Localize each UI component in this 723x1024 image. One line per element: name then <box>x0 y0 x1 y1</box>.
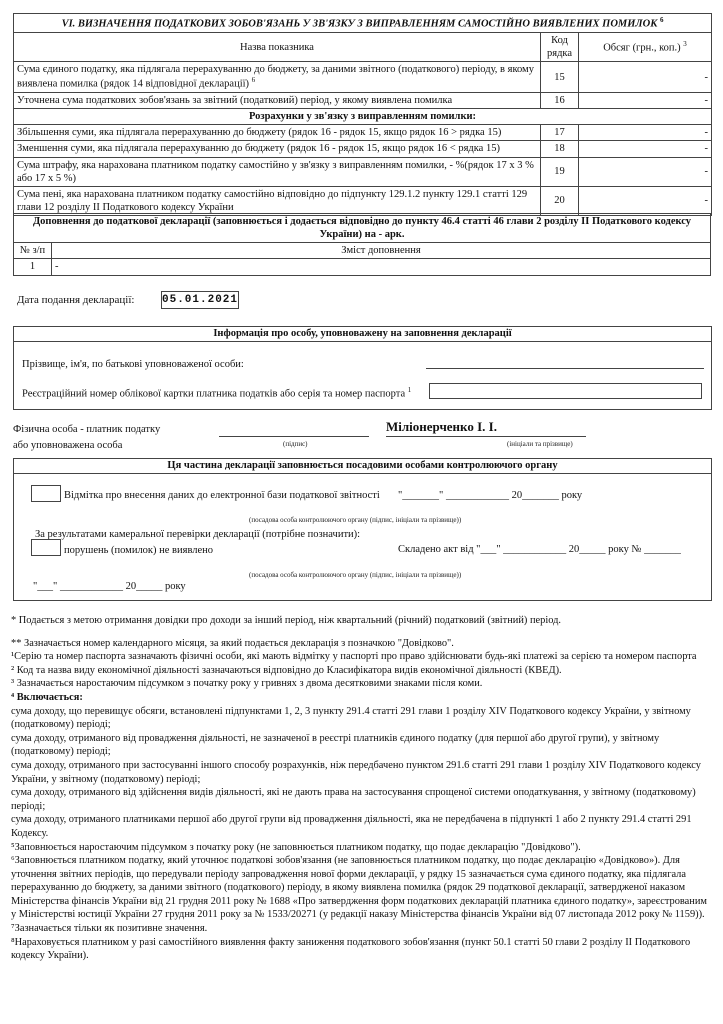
control-title: Ця частина декларації заповнюється посадовими особами контролюючого органу <box>14 459 711 474</box>
control-date: "___" ____________ 20_____ року <box>33 581 186 592</box>
footnote: сума доходу, отриманого платниками першої або другої групи від провадження діяльності, яка не передбачена в підпункті 1 або 2 пункту 291.4 статті 291 Кодексу. <box>11 814 692 839</box>
electronic-base-checkbox[interactable] <box>31 485 61 502</box>
header-amount: Обсяг (грн., коп.) $^3$ <box>579 33 712 62</box>
supplements-title: Доповнення до податкової декларації (заповнюється і додається відповідно до пункту 46.4 статті 46 глави 2 розділу II Податкового кодексу України) на - арк. <box>14 214 711 243</box>
table-row: Збільшення суми, яка підлягала перерахуванню до бюджету (рядок 16 - рядок 15, якщо рядок 16 > рядка 15) 17 - <box>14 125 712 141</box>
signature-line[interactable] <box>219 436 369 437</box>
footnote: ² Код та назва виду економічної діяльності зазначаються відповідно до Класифікатора видів економічної діяльності (КВЕД). <box>11 664 562 676</box>
signatory-name: Міліонерченко І. І. <box>386 419 586 437</box>
signatory-line2: або уповноважена особа <box>13 440 123 451</box>
footnote: сума доходу, отриманого від здійснення видів діяльності, які не дають права на застосування спрощеної системи оподаткування, у звітному (податковому) періоді; <box>11 787 696 812</box>
filing-date-label: Дата подання декларації: <box>17 294 135 306</box>
electronic-base-date: "_______" ____________ 20_______ року <box>398 490 583 501</box>
signature-caption: (підпис) <box>283 440 308 448</box>
footnote: ⁶Заповнюється платником податку, який уточнює податкові зобов'язання (не заповнюється платником податку, що подає декларацію «Довідково»). Для уточнення звітних періодів, що передували періоду запровадження нової форми декларації, у рядку 15 зазначається сума єдиного податку, яка підлягала перерахуванню до бюджету, за даними звітного (податкового) періоду, в якому виявлена помилка (рядок 29 податкової декларації, затвердженої наказом Міністерства фінансів України від 21 грудня 2011 року № 1688 «Про затвердження форм податкових декларацій платника єдиного податку», зареєстрованим у Міністерстві юстиції України 27 грудня 2011 року за № 1533/20271 (у редакції наказу Міністерства фінансів України від 07 листопада 2012 року № 1159)). <box>11 855 707 921</box>
authorized-person-block <box>13 326 712 410</box>
review-label: За результатами камеральної перевірки декларації (потрібне позначити): <box>35 529 361 540</box>
authorized-name-label: Прізвище, ім'я, по батькові уповноваженої особи: <box>22 359 244 370</box>
no-violations-label: порушень (помилок) не виявлено <box>64 545 214 556</box>
footnote: ⁷Зазначається тільки як позитивне значення. <box>11 923 208 935</box>
official-caption-2: (посадова особа контролюючого органу (підпис, ініціали та прізвище)) <box>249 571 462 579</box>
section-6 <box>13 13 711 216</box>
footnote: ⁴ Включається: <box>11 691 83 703</box>
authorized-title: Інформація про особу, уповноважену на заповнення декларації <box>14 327 711 342</box>
signatory-line1: Фізична особа - платник податку <box>13 424 161 435</box>
table-row: 1 - <box>14 259 711 275</box>
footnote: сума доходу, отриманого від провадження діяльності, не зазначеної в реєстрі платників єдиного податку (для першої або другої групи), у звітному (податковому) періоді; <box>11 732 660 758</box>
footnote: * Подається з метою отримання довідки про доходи за інший період, ніж квартальний (річний) податковий (звітний) період. <box>11 615 561 626</box>
table-row: Сума єдиного податку, яка підлягала перерахуванню до бюджету, за даними звітного (податкового) періоду, в якому виявлена помилка (рядок 14 відповідної декларації) $^6$ 15 - <box>14 62 712 93</box>
footnote: ⁵Заповнюється наростаючим підсумком з початку року (не заповнюється платником податку, що подає декларацію "Довідково"). <box>11 841 581 853</box>
act-date: Складено акт від "___" ____________ 20_____ року № _______ <box>398 544 681 555</box>
table-row: Сума пені, яка нарахована платником податку самостійно відповідно до підпункту 129.1.2 пункту 129.1 статті 129 глави 12 розділу II Податкового кодексу України 20 - <box>14 186 712 215</box>
authorized-name-line[interactable] <box>426 368 704 369</box>
electronic-base-label: Відмітка про внесення даних до електронної бази податкової звітності <box>64 490 380 501</box>
footnote: ¹Серію та номер паспорта зазначають фізичні особи, які мають відмітку у паспорті про право здійснювати будь-які платежі за серією та номером паспорта <box>11 651 697 663</box>
footnote: сума доходу, отриманого при застосуванні іншого способу розрахунків, ніж передбачено пунктом 291.6 статті 291 глави 1 розділу XIV Податкового кодексу України, у звітному (податковому) періоді; <box>11 759 701 785</box>
table-row: Уточнена сума податкових зобов'язань за звітний (податковий) період, у якому виявлена помилка 16 - <box>14 93 712 109</box>
section-6-title: VI. ВИЗНАЧЕННЯ ПОДАТКОВИХ ЗОБОВ'ЯЗАНЬ У ЗВ'ЯЗКУ З ВИПРАВЛЕННЯМ САМОСТІЙНО ВИЯВЛЕНИХ ПОМИЛОК $^6$ <box>14 14 712 33</box>
signatory-name-caption: (ініціали та прізвище) <box>507 440 573 448</box>
no-violations-checkbox[interactable] <box>31 539 61 556</box>
table-row: Зменшення суми, яка підлягала перерахуванню до бюджету (рядок 16 - рядок 15, якщо рядок 16 < рядка 15) 18 - <box>14 141 712 157</box>
authorized-reg-field[interactable] <box>429 383 702 399</box>
authorized-reg-label: Реєстраційний номер облікової картки платника податків або серія та номер паспорта $^1$ <box>22 386 412 400</box>
header-name: Назва показника <box>14 33 541 62</box>
control-block <box>13 458 712 601</box>
footnote: сума доходу, що перевищує обсяги, встановлені підпунктами 1, 2, 3 пункту 291.4 статті 291 глави 1 розділу XIV Податкового кодексу України, у звітному (податковому) періоді; <box>11 705 691 731</box>
table-row: Сума штрафу, яка нарахована платником податку самостійно у зв'язку з виправленням помилки, - %(рядок 17 х 3 % або 17 х 5 %) 19 - <box>14 157 712 186</box>
calc-subheader: Розрахунки у зв'язку з виправленням помилки: <box>14 109 712 125</box>
footnote: ³ Зазначається наростаючим підсумком з початку року у гривнях з двома десятковими знаками після коми. <box>11 678 483 690</box>
footnote: ⁸Нараховується платником у разі самостійного виявлення факту заниження податкового зобов'язання (пункт 50.1 статті 50 глави 2 розділу II Податкового кодексу України). <box>11 936 691 962</box>
official-caption-1: (посадова особа контролюючого органу (підпис, ініціали та прізвище)) <box>249 516 462 524</box>
footnotes <box>11 614 711 963</box>
header-code: Код рядка <box>541 33 579 62</box>
footnote: ** Зазначається номер календарного місяця, за який подається декларація з позначкою "Довідково". <box>11 637 454 649</box>
supplements: Доповнення до податкової декларації (заповнюється і додається відповідно до пункту 46.4 статті 46 глави 2 розділу II Податкового кодексу України) на - арк. № з/п Зміст доповнення 1 - <box>13 213 711 276</box>
filing-date-field[interactable]: 05.01.2021 <box>161 291 239 309</box>
